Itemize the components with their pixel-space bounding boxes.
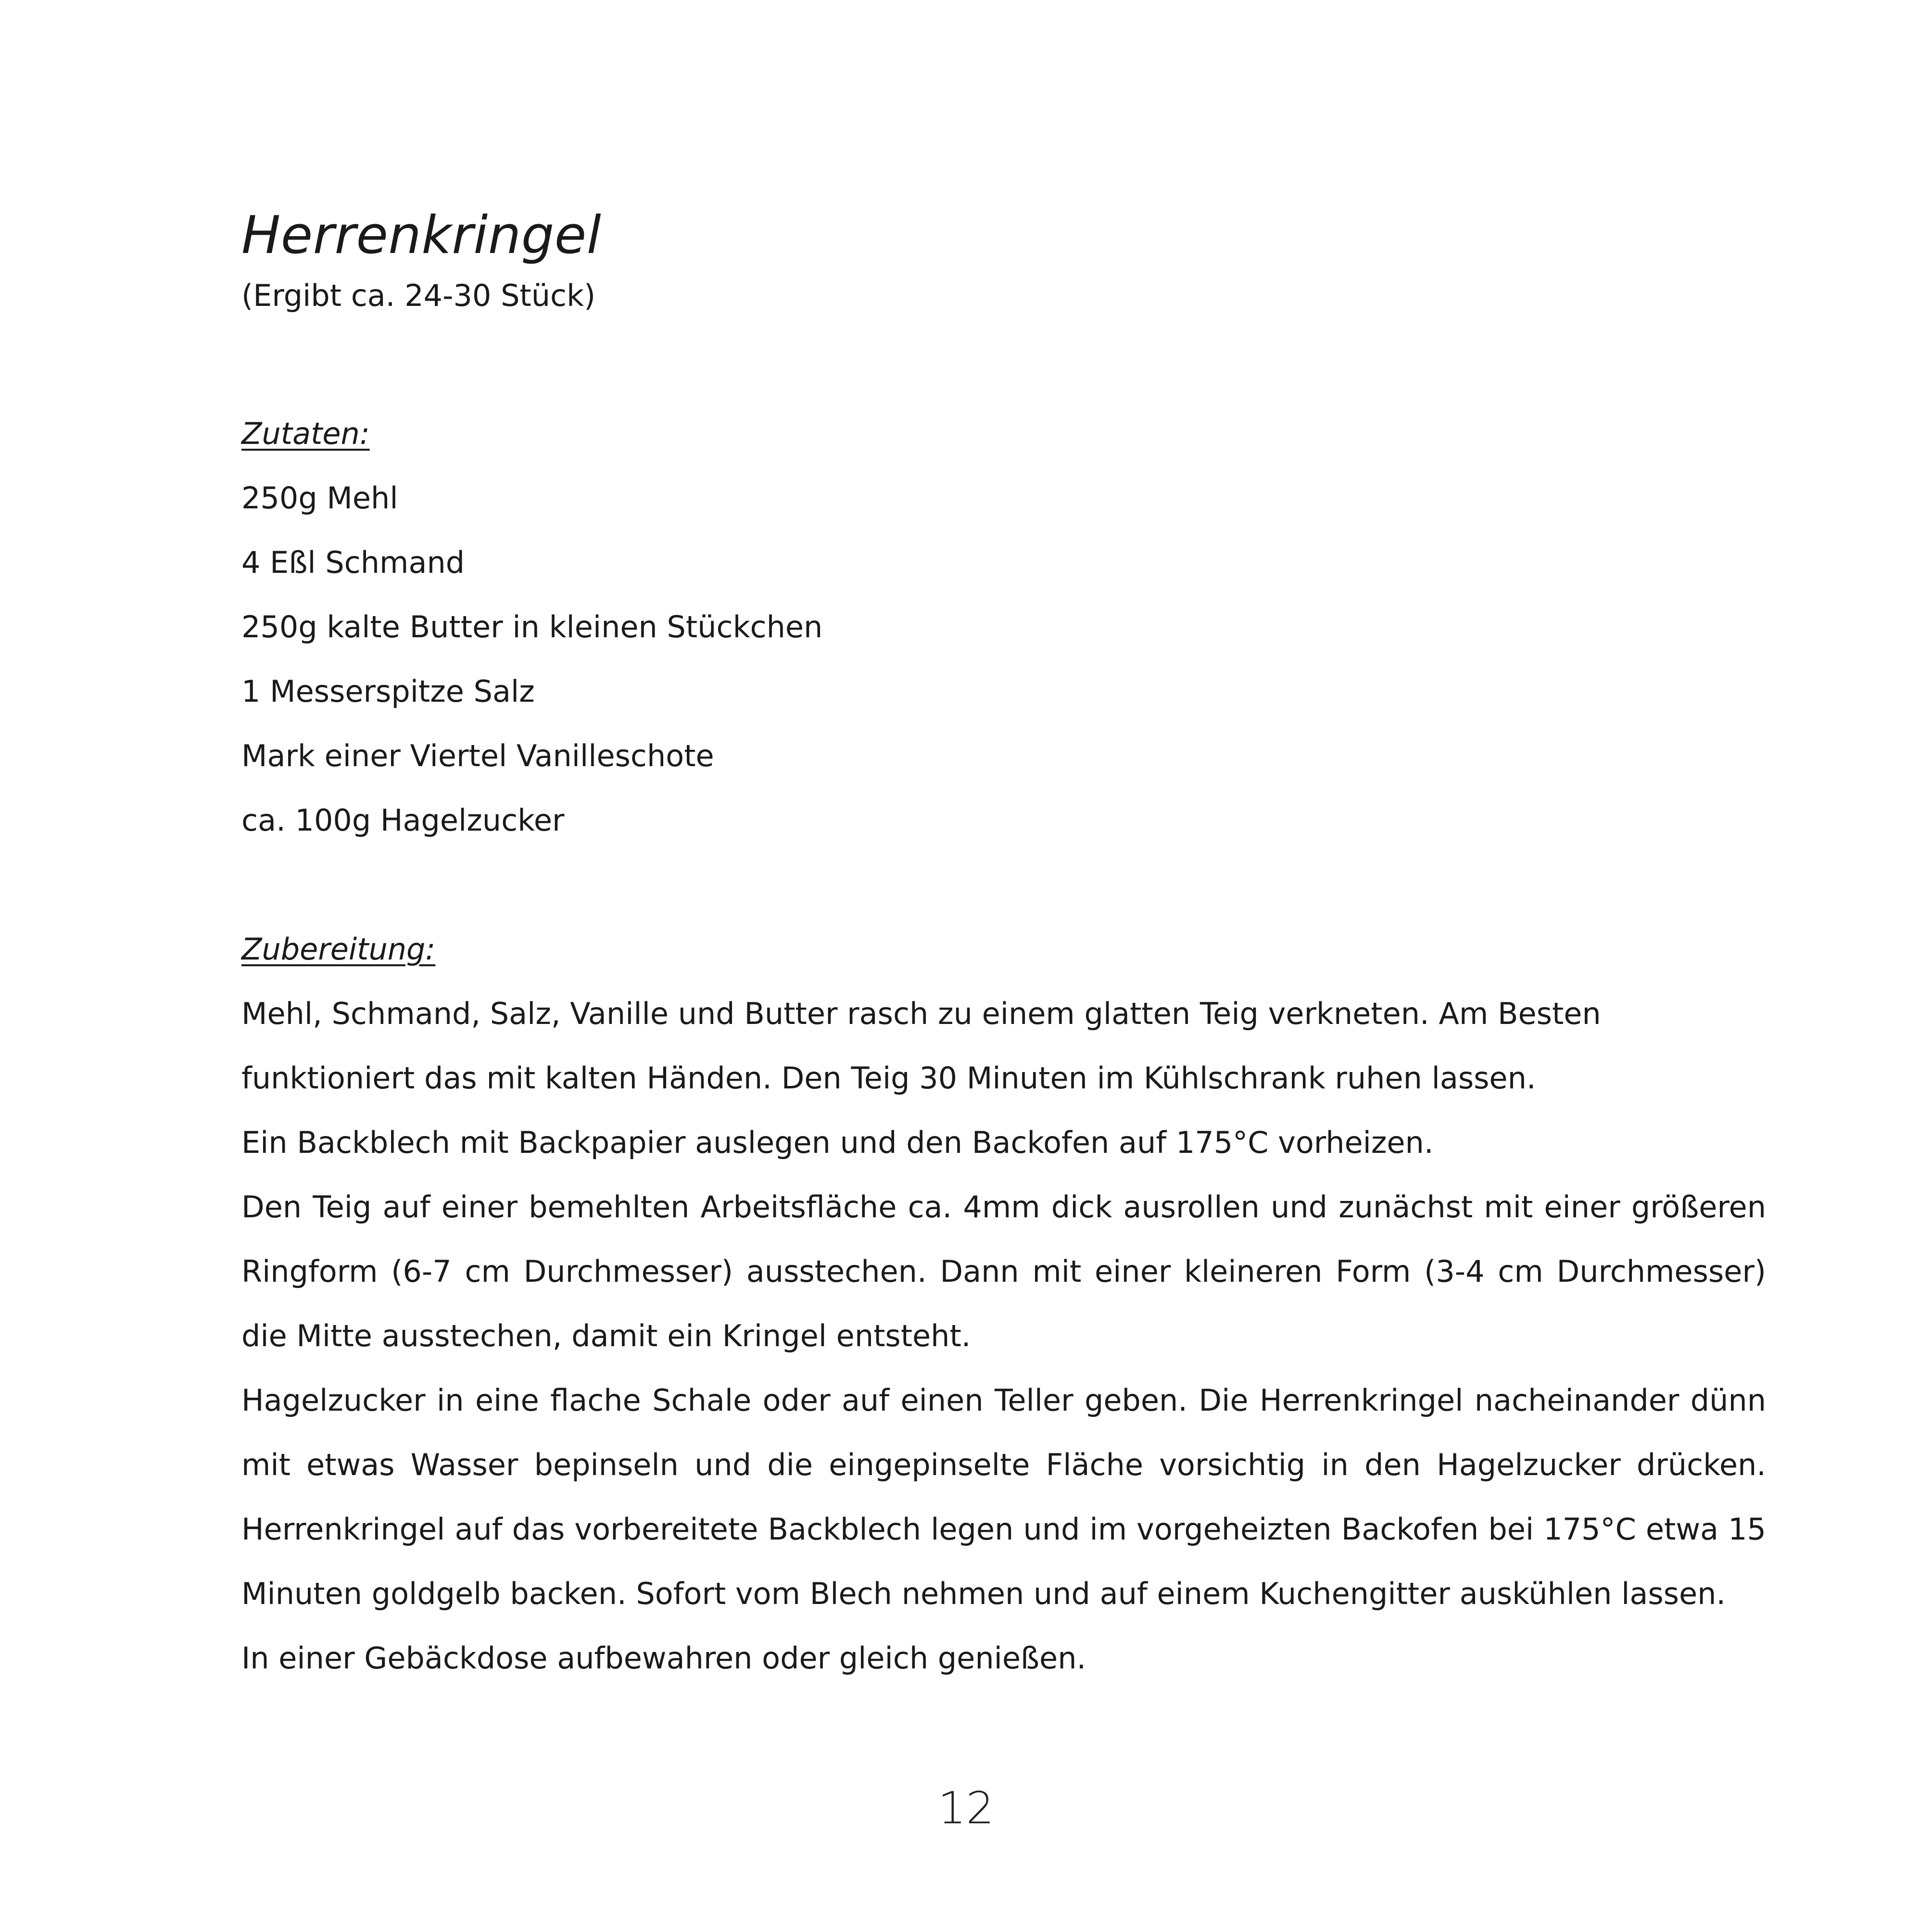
preparation-paragraph: Hagelzucker in eine flache Schale oder auf einen Teller geben. Die Herrenkringel nacheinander dünn mit etwas Wasser bepinseln und die eingepinselte Fläche vorsichtig in den Hagelzucker drücken. Herrenkringel auf das vorbereitete Backblech legen und im vorgeheizten Backofen bei 175°C etwa 15 Minuten goldgelb backen. Sofort vom Blech nehmen und auf einem Kuchengitter auskühlen lassen. — [241, 1383, 1766, 1611]
ingredients-heading: Zutaten: — [241, 416, 370, 451]
page-number: 12 — [937, 1782, 995, 1834]
preparation-paragraph: Den Teig auf einer bemehlten Arbeitsfläche ca. 4mm dick ausrollen und zunächst mit einer größeren Ringform (6-7 cm Durchmesser) ausstechen. Dann mit einer kleineren Form (3-4 cm Durchmesser) die Mitte ausstechen, damit ein Kringel entsteht. — [241, 1189, 1766, 1353]
ingredient-item: ca. 100g Hagelzucker — [241, 803, 565, 838]
ingredient-item: 1 Messerspitze Salz — [241, 674, 535, 709]
preparation-paragraph: In einer Gebäckdose aufbewahren oder gleich genießen. — [241, 1641, 1086, 1676]
spacer — [241, 853, 1766, 917]
spacer — [241, 320, 1766, 402]
ingredient-item: 4 Eßl Schmand — [241, 545, 465, 580]
ingredient-list — [241, 466, 1766, 853]
preparation-steps — [241, 982, 1766, 1691]
preparation-paragraph: Mehl, Schmand, Salz, Vanille und Butter rasch zu einem glatten Teig verkneten. Am Besten funktioniert das mit kalten Händen. Den Teig 30 Minuten im Kühlschrank ruhen lassen. — [241, 996, 1601, 1096]
ingredient-item: 250g kalte Butter in kleinen Stückchen — [241, 609, 823, 644]
ingredient-item: 250g Mehl — [241, 480, 398, 516]
preparation-paragraph: Ein Backblech mit Backpapier auslegen und den Backofen auf 175°C vorheizen. — [241, 1125, 1434, 1160]
preparation-heading: Zubereitung: — [241, 932, 436, 967]
recipe-content — [241, 200, 1766, 1691]
ingredient-item: Mark einer Viertel Vanilleschote — [241, 738, 714, 773]
recipe-yield: (Ergibt ca. 24-30 Stück) — [241, 278, 596, 313]
recipe-title: Herrenkringel — [241, 205, 602, 265]
